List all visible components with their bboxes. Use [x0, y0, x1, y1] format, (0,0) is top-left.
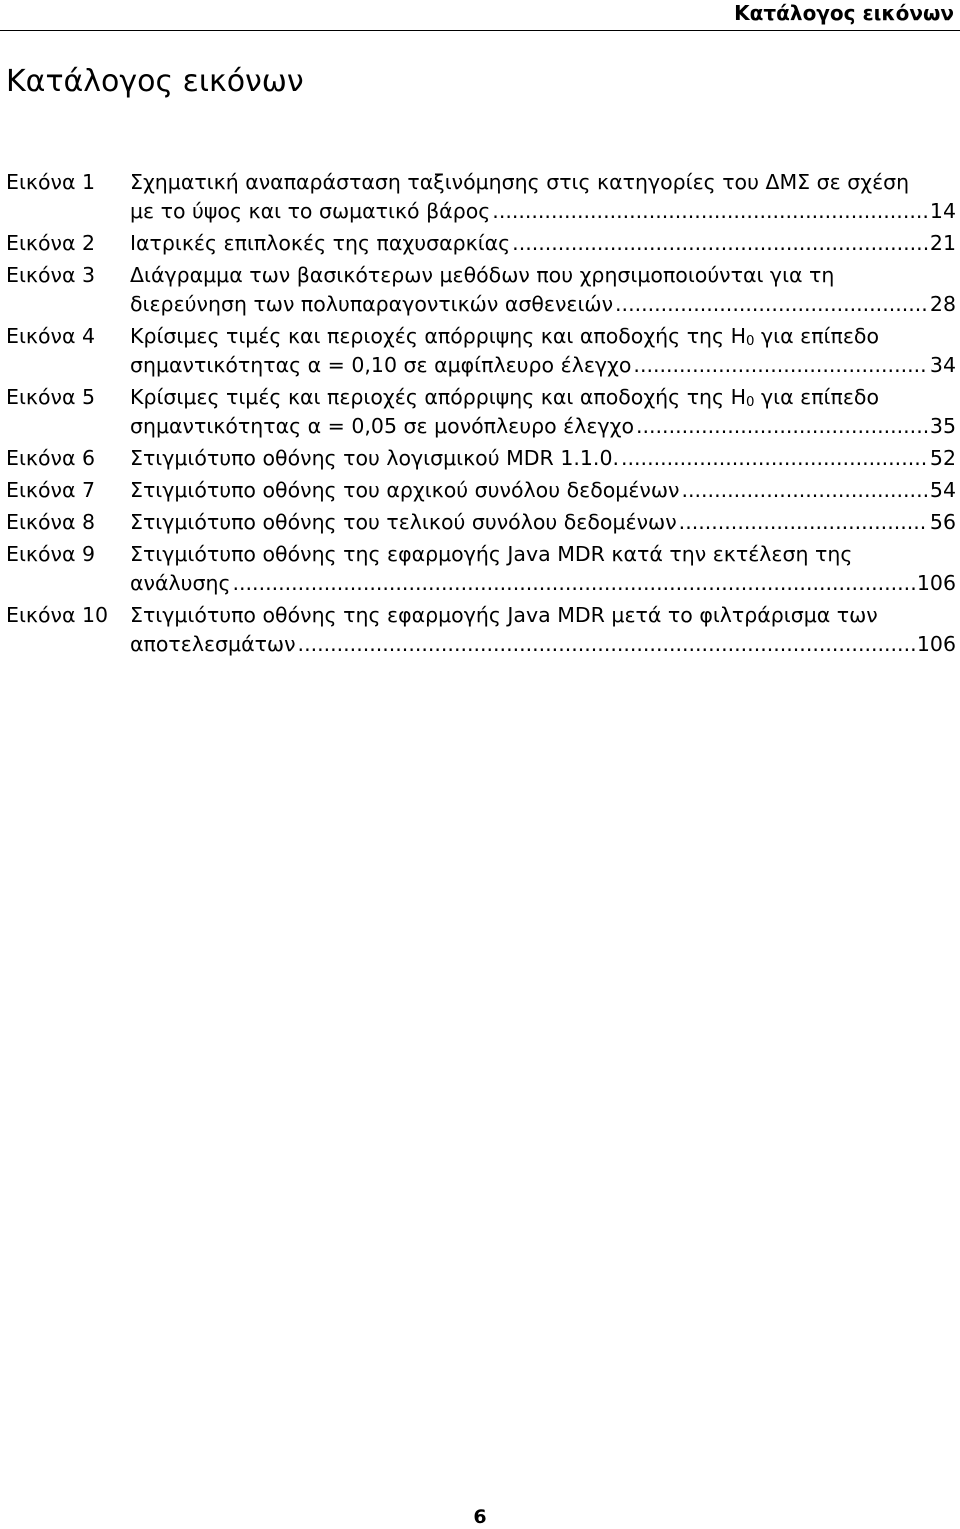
page-title: Κατάλογος εικόνων	[6, 64, 304, 99]
figure-label: Εικόνα 5	[6, 385, 96, 409]
entry-text-continued: αποτελεσμάτων	[130, 632, 296, 656]
toc-entry-7[interactable]	[6, 476, 956, 505]
toc-entry-6[interactable]	[6, 444, 956, 473]
toc-entry-2[interactable]	[6, 229, 956, 258]
dot-leader	[615, 290, 928, 319]
page-number: 106	[916, 632, 956, 656]
figure-list	[6, 168, 956, 662]
entry-text-continued: σημαντικότητας α = 0,10 σε αμφίπλευρο έλεγχο	[130, 353, 632, 377]
entry-text-continued: ανάλυσης	[130, 571, 231, 595]
figure-label: Εικόνα 3	[6, 263, 96, 287]
toc-entry-10[interactable]	[6, 601, 956, 659]
entry-text: Ιατρικές επιπλοκές της παχυσαρκίας	[130, 231, 511, 255]
dot-leader	[621, 444, 928, 473]
entry-text-continued: με το ύψος και το σωματικό βάρος	[130, 199, 491, 223]
figure-label: Εικόνα 6	[6, 446, 96, 470]
running-header: Κατάλογος εικόνων	[734, 1, 954, 25]
dot-leader	[233, 569, 915, 598]
page-number: 54	[929, 478, 956, 502]
page-number: 14	[929, 199, 956, 223]
entry-text: Σχηματική αναπαράσταση ταξινόμησης στις κατηγορίες του ΔΜΣ σε σχέση	[130, 170, 910, 194]
dot-leader	[512, 229, 928, 258]
page-number-footer: 6	[473, 1506, 487, 1528]
entry-text: Στιγμιότυπο οθόνης της εφαρμογής Java MDR μετά το φιλτράρισμα των	[130, 603, 878, 627]
entry-text: Διάγραμμα των βασικότερων μεθόδων που χρησιμοποιούνται για τη	[130, 263, 835, 287]
page-number: 52	[929, 446, 956, 470]
entry-text: Στιγμιότυπο οθόνης του λογισμικού MDR 1.1.0.	[130, 446, 619, 470]
entry-text: Στιγμιότυπο οθόνης της εφαρμογής Java MDR κατά την εκτέλεση της	[130, 542, 853, 566]
figure-label: Εικόνα 7	[6, 478, 96, 502]
header-rule	[0, 30, 960, 31]
page-number: 21	[929, 231, 956, 255]
dot-leader	[636, 412, 928, 441]
page-number: 34	[929, 353, 956, 377]
dot-leader	[679, 508, 928, 537]
figure-label: Εικόνα 2	[6, 231, 96, 255]
figure-label: Εικόνα 8	[6, 510, 96, 534]
dot-leader	[681, 476, 927, 505]
dot-leader	[298, 630, 915, 659]
page-number: 56	[929, 510, 956, 534]
toc-entry-4[interactable]	[6, 322, 956, 380]
toc-entry-8[interactable]	[6, 508, 956, 537]
toc-entry-3[interactable]	[6, 261, 956, 319]
dot-leader	[492, 197, 928, 226]
page-number: 106	[916, 571, 956, 595]
entry-text-continued: σημαντικότητας α = 0,05 σε μονόπλευρο έλεγχο	[130, 414, 634, 438]
toc-entry-5[interactable]	[6, 383, 956, 441]
dot-leader	[633, 351, 927, 380]
page-number: 35	[929, 414, 956, 438]
figure-label: Εικόνα 4	[6, 324, 96, 348]
toc-entry-1[interactable]	[6, 168, 956, 226]
figure-label: Εικόνα 1	[6, 170, 96, 194]
figure-label: Εικόνα 10	[6, 603, 109, 627]
entry-text: Στιγμιότυπο οθόνης του αρχικού συνόλου δεδομένων	[130, 478, 680, 502]
figure-label: Εικόνα 9	[6, 542, 96, 566]
toc-entry-9[interactable]	[6, 540, 956, 598]
entry-text-continued: διερεύνηση των πολυπαραγοντικών ασθενειών	[130, 292, 614, 316]
entry-text: Στιγμιότυπο οθόνης του τελικού συνόλου δεδομένων	[130, 510, 677, 534]
entry-text: Κρίσιμες τιμές και περιοχές απόρριψης και αποδοχής της $H_0$ για επίπεδο	[130, 385, 879, 410]
entry-text: Κρίσιμες τιμές και περιοχές απόρριψης και αποδοχής της $H_0$ για επίπεδο	[130, 324, 879, 349]
page-number: 28	[929, 292, 956, 316]
